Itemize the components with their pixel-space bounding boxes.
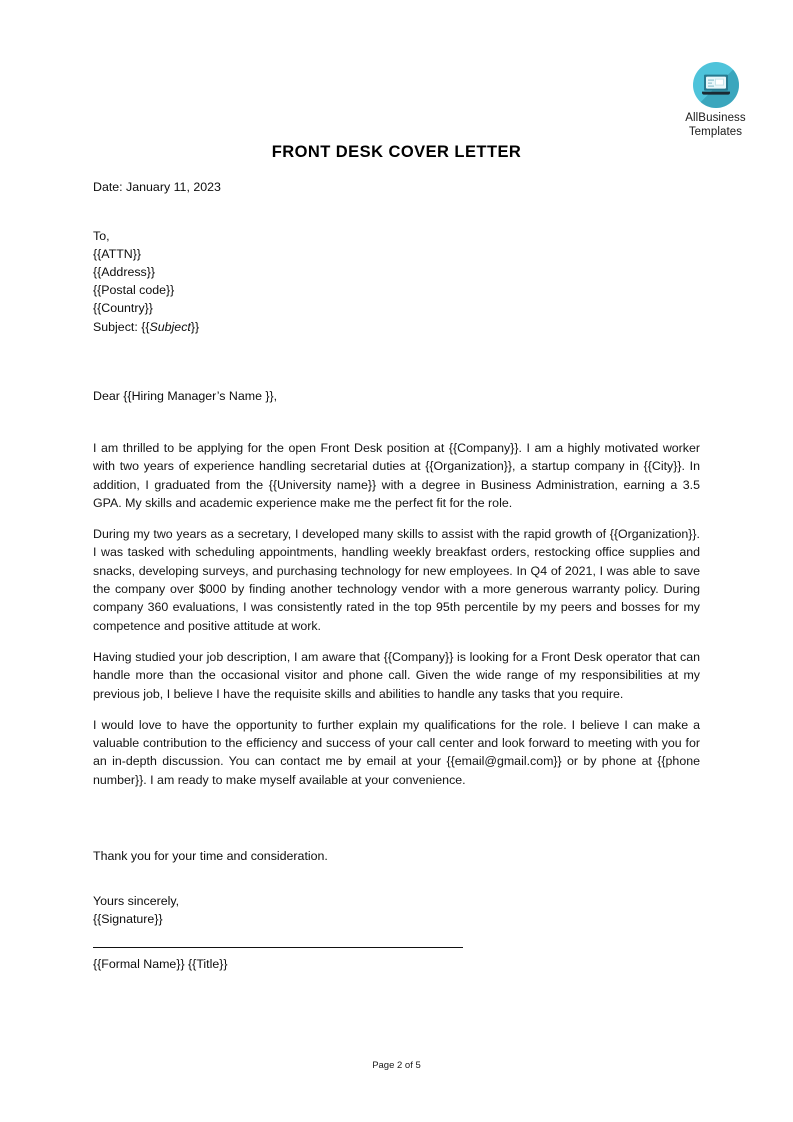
date-line: Date: January 11, 2023	[93, 180, 221, 194]
signature-placeholder: {{Signature}}	[93, 912, 163, 926]
logo-screen-panel	[715, 79, 724, 86]
brand-name-line-1: AllBusiness	[685, 112, 746, 124]
recipient-address-block	[93, 227, 700, 317]
subject-line	[93, 318, 700, 336]
formal-name-title: {{Formal Name}} {{Title}}	[93, 957, 228, 971]
recipient-address: {{Address}}	[93, 265, 156, 279]
logo-laptop-graphic	[702, 75, 730, 95]
logo-screen-line-3	[708, 86, 714, 87]
body-paragraph: During my two years as a secretary, I developed many skills to assist with the rapid growth of {{Organization}}. I was tasked with scheduling appointments, handling weekly breakfast orders, restocking office supplies and snacks, developing surveys, and purchasing technology for new employees. In Q4 of 2021, I was able to save the company over $000 by finding another technology vendor with a more generous warranty policy. During company 360 evaluations, I was consistently rated in the top 95th percentile by my peers and bosses for my competence and positive attitude at work.	[93, 527, 700, 633]
logo-screen-line-2	[708, 83, 712, 84]
signature-rule	[93, 947, 463, 948]
subject-close: }}	[190, 320, 200, 334]
page-title: FRONT DESK COVER LETTER	[271, 143, 522, 161]
page-footer: Page 2 of 5	[372, 1060, 421, 1071]
letter-closing	[93, 847, 700, 928]
body-paragraph: Having studied your job description, I am aware that {{Company}} is looking for a Front Desk operator that can handle more than the occasional visitor and phone call. Given the wide range of my responsibilities at my previous job, I believe I have the requisite skills and abilities to handle any tasks that you require.	[93, 649, 700, 701]
letter-body	[93, 439, 700, 802]
body-paragraph: I would love to have the opportunity to further explain my qualifications for the role. I believe I can make a valuable contribution to the efficiency and success of your call center and look forward to meeting with you for an in-depth discussion. You can contact me by email at your {{email@gmail.com}} or by phone at {{phone number}}. I am ready to make myself available at your convenience.	[93, 717, 700, 787]
logo-laptop-screen	[704, 75, 728, 91]
subject-value: Subject	[149, 320, 191, 334]
salutation: Dear {{Hiring Manager’s Name }},	[93, 389, 278, 403]
recipient-postal-code: {{Postal code}}	[93, 283, 175, 297]
signoff-block	[93, 892, 700, 928]
logo-screen-line-1	[708, 80, 714, 81]
brand-name	[668, 112, 763, 139]
logo-laptop-base	[702, 92, 730, 95]
signoff-salutation: Yours sincerely,	[93, 894, 180, 908]
brand-name-line-2: Templates	[688, 125, 743, 138]
thank-you-line: Thank you for your time and consideration.	[93, 849, 328, 863]
body-paragraph: I am thrilled to be applying for the open Front Desk position at {{Company}}. I am a highly motivated worker with two years of experience handling secretarial duties at {{Organization}}, a startup company in {{City}}. In addition, I graduated from the {{University name}} with a degree in Business Administration, earning a 3.5 GPA. My skills and academic experience make me the perfect fit for the role.	[93, 441, 700, 510]
brand-logo	[668, 62, 763, 139]
subject-label: Subject: {{	[93, 320, 150, 334]
laptop-icon	[693, 62, 739, 108]
logo-laptop-screen-content	[706, 77, 726, 89]
recipient-to-label: To,	[93, 229, 110, 243]
recipient-attn: {{ATTN}}	[93, 247, 141, 261]
recipient-country: {{Country}}	[93, 301, 153, 315]
